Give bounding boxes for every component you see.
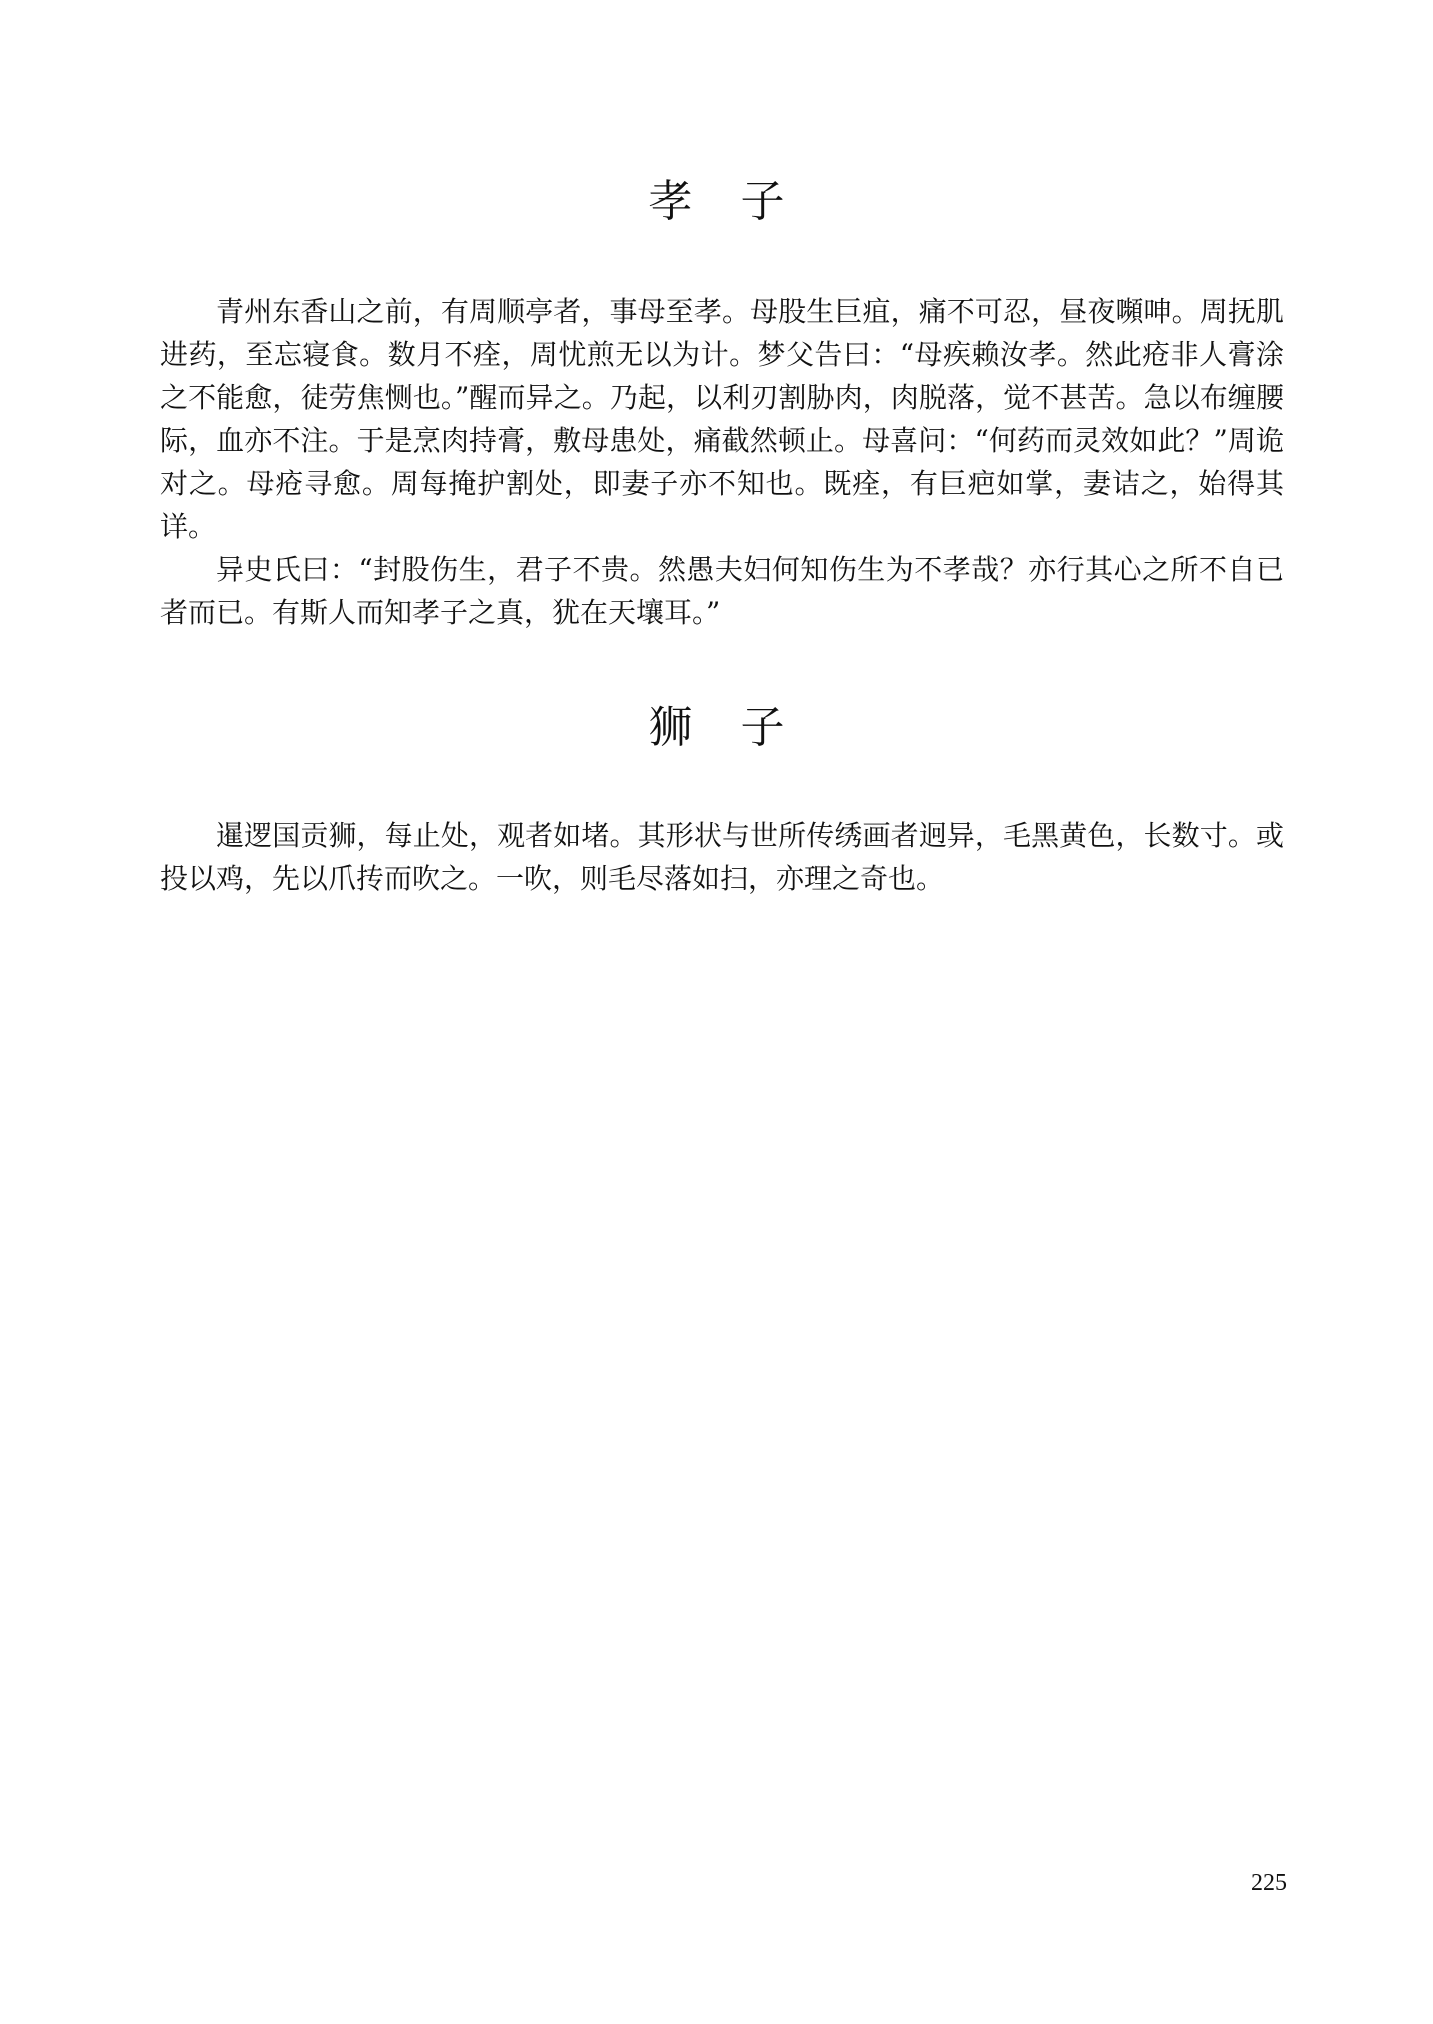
section-body-xiaozi — [160, 290, 1284, 634]
section-title-shizi: 狮子 — [648, 702, 833, 753]
section-title-xiaozi: 孝子 — [648, 176, 833, 227]
paragraph-commentary: 异史氏曰：“封股伤生，君子不贵。然愚夫妇何知伤生为不孝哉？亦行其心之所不自已者而已。有斯人而知孝子之真，犹在天壤耳。” — [160, 553, 1284, 629]
paragraph-story: 暹逻国贡狮，每止处，观者如堵。其形状与世所传绣画者迥异，毛黑黄色，长数寸。或投以鸡，先以爪抟而吹之。一吹，则毛尽落如扫，亦理之奇也。 — [160, 819, 1284, 895]
paragraph-story: 青州东香山之前，有周顺亭者，事母至孝。母股生巨疽，痛不可忍，昼夜嚬呻。周抚肌进药，至忘寝食。数月不痊，周忧煎无以为计。梦父告曰：“母疾赖汝孝。然此疮非人膏涂之不能愈，徒劳焦恻也。”醒而异之。乃起，以利刃割胁肉，肉脱落，觉不甚苦。急以布缠腰际，血亦不注。于是烹肉持膏，敷母患处，痛截然顿止。母喜问：“何药而灵效如此？”周诡对之。母疮寻愈。周每掩护割处，即妻子亦不知也。既痊，有巨疤如掌，妻诘之，始得其详。 — [160, 295, 1284, 543]
page-number: 225 — [1251, 1870, 1287, 1896]
section-body-shizi — [160, 814, 1284, 900]
